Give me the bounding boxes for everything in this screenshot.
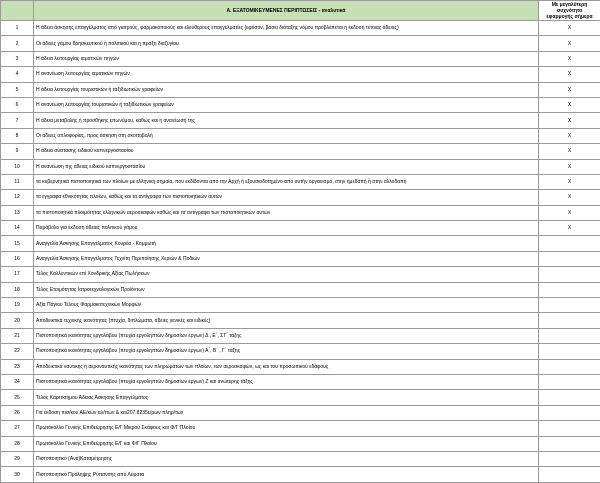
row-number-cell[interactable]: 6 <box>1 97 34 112</box>
table-row <box>1 190 600 205</box>
row-description-cell[interactable]: Η ανανέωση της άδειας ειδικού καπνεργοστασίου <box>34 159 539 174</box>
row-description-cell[interactable]: Πιστοποιητικά ικανότητας εργολάβου (πτυχία εργοληπτών δημοσίων έργων) Ζ και ανώτερης τάξης <box>34 374 539 389</box>
header-frequency-line3: εφαρμογής σήμερα <box>546 14 592 20</box>
row-frequency-mark-cell[interactable]: X <box>539 82 600 97</box>
row-number-cell[interactable]: 28 <box>1 436 34 451</box>
row-frequency-mark-cell[interactable]: X <box>539 128 600 143</box>
table-row <box>1 67 600 82</box>
row-description-cell[interactable]: Πιστοποιητικό Πρόληψης Ρύπανσης από Λύματα <box>34 467 539 482</box>
table-row <box>1 436 600 451</box>
table-row <box>1 251 600 266</box>
row-description-cell[interactable]: Πιστοποιητικό (Ανά)Καταμέτρησης <box>34 451 539 466</box>
table-row <box>1 359 600 374</box>
row-number-cell[interactable]: 30 <box>1 467 34 482</box>
row-description-cell[interactable]: Αξία Πάγιου Τέλους Φαρμακοτεχνικών Μορφών <box>34 298 539 313</box>
row-frequency-mark-cell[interactable]: X <box>539 190 600 205</box>
row-description-cell[interactable]: Πιστοποιητικά ικανότητας εργολάβου (πτυχία εργοληπτών δημοσίων έργων) Δ , Ε΄, ΣΤ΄ τάξης <box>34 328 539 343</box>
row-frequency-mark-cell[interactable]: X <box>539 21 600 36</box>
row-description-cell[interactable]: Η άδεια μεταβολής ή προσθήκης επωνύμου, καθώς και η ανανέωσή της <box>34 113 539 128</box>
table-row <box>1 51 600 66</box>
row-frequency-mark-cell[interactable] <box>539 436 600 451</box>
table-row <box>1 221 600 236</box>
row-frequency-mark-cell[interactable] <box>539 451 600 466</box>
table-row <box>1 159 600 174</box>
row-number-cell[interactable]: 24 <box>1 374 34 389</box>
row-description-cell[interactable]: Πρωτόκολλο Γενικής Επιθεώρησης Ε/Γ Μικρού Σκάφους και Φ/Γ Πλοίου <box>34 421 539 436</box>
header-frequency-cell[interactable] <box>539 1 600 21</box>
row-number-cell[interactable]: 19 <box>1 298 34 313</box>
row-number-cell[interactable]: 12 <box>1 190 34 205</box>
table-row <box>1 421 600 436</box>
row-frequency-mark-cell[interactable] <box>539 467 600 482</box>
row-description-cell[interactable]: τα κυβερνητικά πιστοποιητικά των πλοίων με ελληνική σημαία, που εκδίδονται από την Αρχή ή εξουσιοδοτημένο από αυτήν οργανισμό, στην ημεδαπή ή στην αλλοδαπή <box>34 174 539 189</box>
table-row <box>1 128 600 143</box>
row-number-cell[interactable]: 18 <box>1 282 34 297</box>
row-frequency-mark-cell[interactable]: X <box>539 205 600 220</box>
table-row <box>1 298 600 313</box>
row-description-cell[interactable]: Πιστοποιητικά ικανότητας εργολάβου (πτυχία εργοληπτών δημοσίων έργων) Α΄, Β΄ , Γ΄ τάξης <box>34 344 539 359</box>
row-frequency-mark-cell[interactable] <box>539 267 600 282</box>
header-frequency-line1: Με μεγαλύτερη <box>552 2 588 8</box>
row-number-cell[interactable]: 10 <box>1 159 34 174</box>
header-row <box>1 1 600 21</box>
row-frequency-mark-cell[interactable] <box>539 359 600 374</box>
row-number-cell[interactable]: 11 <box>1 174 34 189</box>
row-frequency-mark-cell[interactable] <box>539 328 600 343</box>
row-number-cell[interactable]: 2 <box>1 36 34 51</box>
row-number-cell[interactable]: 5 <box>1 82 34 97</box>
row-number-cell[interactable]: 7 <box>1 113 34 128</box>
row-number-cell[interactable]: 4 <box>1 67 34 82</box>
row-number-cell[interactable]: 3 <box>1 51 34 66</box>
row-number-cell[interactable]: 14 <box>1 221 34 236</box>
table-row <box>1 282 600 297</box>
table-row <box>1 344 600 359</box>
row-number-cell[interactable]: 20 <box>1 313 34 328</box>
row-description-cell[interactable]: Η ανανέωση λειτουργίας τουριστικών ή ταξιδιωτικών γραφείων <box>34 97 539 112</box>
row-number-cell[interactable]: 1 <box>1 21 34 36</box>
row-description-cell[interactable]: Η ανανέωση λειτουργίας ιαματικών πηγών <box>34 67 539 82</box>
table-row <box>1 97 600 112</box>
header-title-cell[interactable] <box>34 1 539 21</box>
table-row <box>1 374 600 389</box>
header-title: Α. ΕΞΑΤΟΜΙΚΕΥΜΕΝΕΣ ΠΕΡΙΠΤΩΣΕΙΣ - αναλυτικά <box>227 8 346 14</box>
table-row <box>1 467 600 482</box>
row-number-cell[interactable]: 26 <box>1 405 34 420</box>
row-number-cell[interactable]: 15 <box>1 236 34 251</box>
table-row <box>1 82 600 97</box>
row-frequency-mark-cell[interactable]: X <box>539 174 600 189</box>
row-description-cell[interactable]: Αποδεικτικά ναυτικής ή αεροναυτικής ικανότητας των πληρωμάτων των πλοίων, των αεροσκαφών, ως και του προσωπικού εδάφους <box>34 359 539 374</box>
row-frequency-mark-cell[interactable]: X <box>539 36 600 51</box>
header-number-cell[interactable] <box>1 1 34 21</box>
table-row <box>1 174 600 189</box>
header-frequency-line2: συχνότητα <box>557 8 582 14</box>
row-description-cell[interactable]: Αναγγελία Άσκησης Επαγγέλματος Τεχνίτη Περιποίησης Χεριών & Ποδιών <box>34 251 539 266</box>
table-row <box>1 36 600 51</box>
row-frequency-mark-cell[interactable] <box>539 251 600 266</box>
row-frequency-mark-cell[interactable] <box>539 282 600 297</box>
row-number-cell[interactable]: 9 <box>1 144 34 159</box>
row-description-cell[interactable]: Τέλος Ετοιμότητας Ιατροτεχνολογικών Προϊόντων <box>34 282 539 297</box>
row-description-cell[interactable]: Τέλος Καλλυντικών επί Χονδρικής Αξίας Πωλήσεων <box>34 267 539 282</box>
table-row <box>1 328 600 343</box>
row-frequency-mark-cell[interactable] <box>539 344 600 359</box>
row-frequency-mark-cell[interactable] <box>539 405 600 420</box>
row-number-cell[interactable]: 8 <box>1 128 34 143</box>
table-row <box>1 205 600 220</box>
table-row <box>1 144 600 159</box>
row-description-cell[interactable]: Η άδεια άσκησης επαγγέλματος από γιατρούς, φαρμακοποιούς και ελεύθερους επαγγελματίες (εφόσον, βάσει διάταξης νόμου προβλέπεται η έκδοση τέτοιας άδειας) <box>34 21 539 36</box>
row-number-cell[interactable]: 21 <box>1 328 34 343</box>
row-number-cell[interactable]: 25 <box>1 390 34 405</box>
row-description-cell[interactable]: Αναγγελία Άσκησης Επαγγέλματος Κουρέα - Κομμωτή <box>34 236 539 251</box>
table-row <box>1 451 600 466</box>
row-number-cell[interactable]: 17 <box>1 267 34 282</box>
row-frequency-mark-cell[interactable]: X <box>539 144 600 159</box>
row-description-cell[interactable]: Οι άδειες οπλοφορίας, προς άσκηση στη σκοποβολή <box>34 128 539 143</box>
row-description-cell[interactable]: τα έγγραφα εθνικότητας πλοίων, καθώς και τα αντίγραφα των πιστοποιητικών αυτών <box>34 190 539 205</box>
row-frequency-mark-cell[interactable]: X <box>539 51 600 66</box>
row-frequency-mark-cell[interactable] <box>539 313 600 328</box>
row-description-cell[interactable]: Πρωτόκολλο Γενικής Επιθεώρησης Ε/Γ και Φ/Γ Πλοίου <box>34 436 539 451</box>
row-description-cell[interactable]: Αποδεικτικά τεχνικής ικανότητας (πτυχία, διπλώματα, άδειες γενικές και ειδικές) <box>34 313 539 328</box>
row-frequency-mark-cell[interactable]: X <box>539 67 600 82</box>
row-description-cell[interactable]: Η άδεια λειτουργίας τουριστικών ή ταξιδιωτικών γραφείων <box>34 82 539 97</box>
row-description-cell[interactable]: Παράβολο για έκδοση άδειας πολιτικού γάμου <box>34 221 539 236</box>
table-row <box>1 113 600 128</box>
table-row <box>1 236 600 251</box>
row-frequency-mark-cell[interactable]: X <box>539 221 600 236</box>
table-row <box>1 405 600 420</box>
row-description-cell[interactable]: Για έκδοση πισ/κού ΑΕ/κών αλ/πων & και207.8235ε/ρων πληρ/των <box>34 405 539 420</box>
row-number-cell[interactable]: 22 <box>1 344 34 359</box>
row-description-cell[interactable]: τα πιστοποιητικά πλοιμότητας ελληνικών αεροσκαφών καθώς και τα αντίγραφα των πιστοποιητικών αυτών <box>34 205 539 220</box>
row-frequency-mark-cell[interactable] <box>539 298 600 313</box>
row-description-cell[interactable]: Οι άδειες γάμου θρησκευτικού ή πολιτικού και η πράξη διαζυγίου <box>34 36 539 51</box>
row-frequency-mark-cell[interactable] <box>539 421 600 436</box>
row-number-cell[interactable]: 16 <box>1 251 34 266</box>
row-description-cell[interactable]: Η άδεια λειτουργίας ιαματικών πηγών <box>34 51 539 66</box>
row-frequency-mark-cell[interactable]: X <box>539 113 600 128</box>
row-frequency-mark-cell[interactable]: X <box>539 97 600 112</box>
table-row <box>1 21 600 36</box>
row-description-cell[interactable]: Τέλος Καρτοσήμου Άδειας Άσκησης Επαγγέλματος <box>34 390 539 405</box>
row-number-cell[interactable]: 23 <box>1 359 34 374</box>
row-frequency-mark-cell[interactable] <box>539 374 600 389</box>
table-row <box>1 267 600 282</box>
row-frequency-mark-cell[interactable] <box>539 236 600 251</box>
table-row <box>1 390 600 405</box>
row-frequency-mark-cell[interactable] <box>539 390 600 405</box>
row-frequency-mark-cell[interactable]: X <box>539 159 600 174</box>
row-number-cell[interactable]: 29 <box>1 451 34 466</box>
row-number-cell[interactable]: 13 <box>1 205 34 220</box>
row-number-cell[interactable]: 27 <box>1 421 34 436</box>
table-row <box>1 313 600 328</box>
row-description-cell[interactable]: Η άδεια σύστασης ειδικού καπνεργοστασίου <box>34 144 539 159</box>
